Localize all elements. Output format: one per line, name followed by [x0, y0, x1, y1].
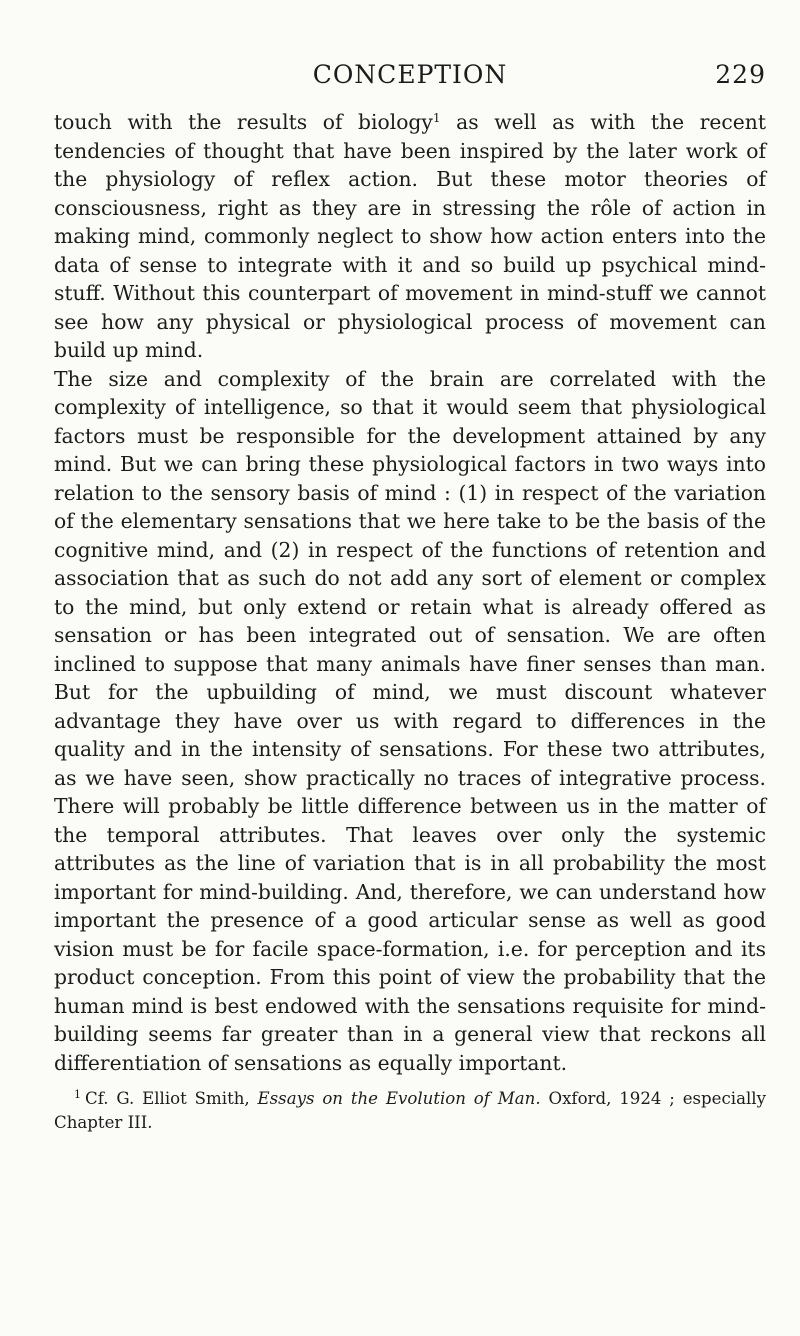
footnote-suffix: Oxford, 1924 ; especially Chapter III.	[54, 1089, 766, 1132]
paragraph-2: The size and complexity of the brain are correlated with the complexity of intelligence, so that it would seem that physiological factors must be responsible for the development attained by any mind. But we can bring these physiological factors in two ways into relation to the sensory basis of mind : (1) in respect of the variation of the elementary sensations that we here take to be the basis of the cognitive mind, and (2) in respect of the functions of retention and association that as such do not add any sort of element or complex to the mind, but only extend or retain what is already offered as sensation or has been integrated out of sensation. We are often inclined to suppose that many animals have finer senses than man. But for the upbuilding of mind, we must discount whatever advantage they have over us with regard to differences in the quality and in the intensity of sensations. For these two attributes, as we have seen, show practically no traces of integrative process. There will probably be little difference between us in the matter of the temporal attributes. That leaves over only the systemic attributes as the line of variation that is in all probability the most important for mind-building. And, therefore, we can understand how important the presence of a good articular sense as well as good vision must be for facile space-formation, i.e. for perception and its product conception. From this point of view the probability that the human mind is best endowed with the sensations requisite for mind-building seems far greater than in a general view that reckons all differentiation of sensations as equally important.	[54, 366, 766, 1075]
footnote-reference: 1	[432, 111, 441, 125]
book-page	[54, 60, 766, 1135]
paragraph-1	[54, 108, 766, 365]
page-number: 229	[715, 60, 766, 89]
footnote-mark: 1	[74, 1088, 81, 1101]
footnote-prefix: Cf. G. Elliot Smith,	[85, 1089, 258, 1108]
paragraph-1-text: touch with the results of biology	[54, 110, 433, 134]
body-text	[54, 108, 766, 1077]
running-title: CONCEPTION	[312, 60, 508, 89]
footnote	[54, 1087, 766, 1135]
paragraph-1-continuation: as well as with the recent tendencies of thought that have been inspired by the later work of the physiology of reflex action. But these motor theories of consciousness, right as they are in stressing the rôle of action in making mind, commonly neglect to show how action enters into the data of sense to integrate with it and so build up psychical mind-stuff. Without this counterpart of movement in mind-stuff we cannot see how any physical or physiological process of movement can build up mind.	[54, 110, 766, 362]
footnote-book-title: Essays on the Evolution of Man.	[257, 1089, 541, 1108]
running-head	[54, 60, 766, 100]
